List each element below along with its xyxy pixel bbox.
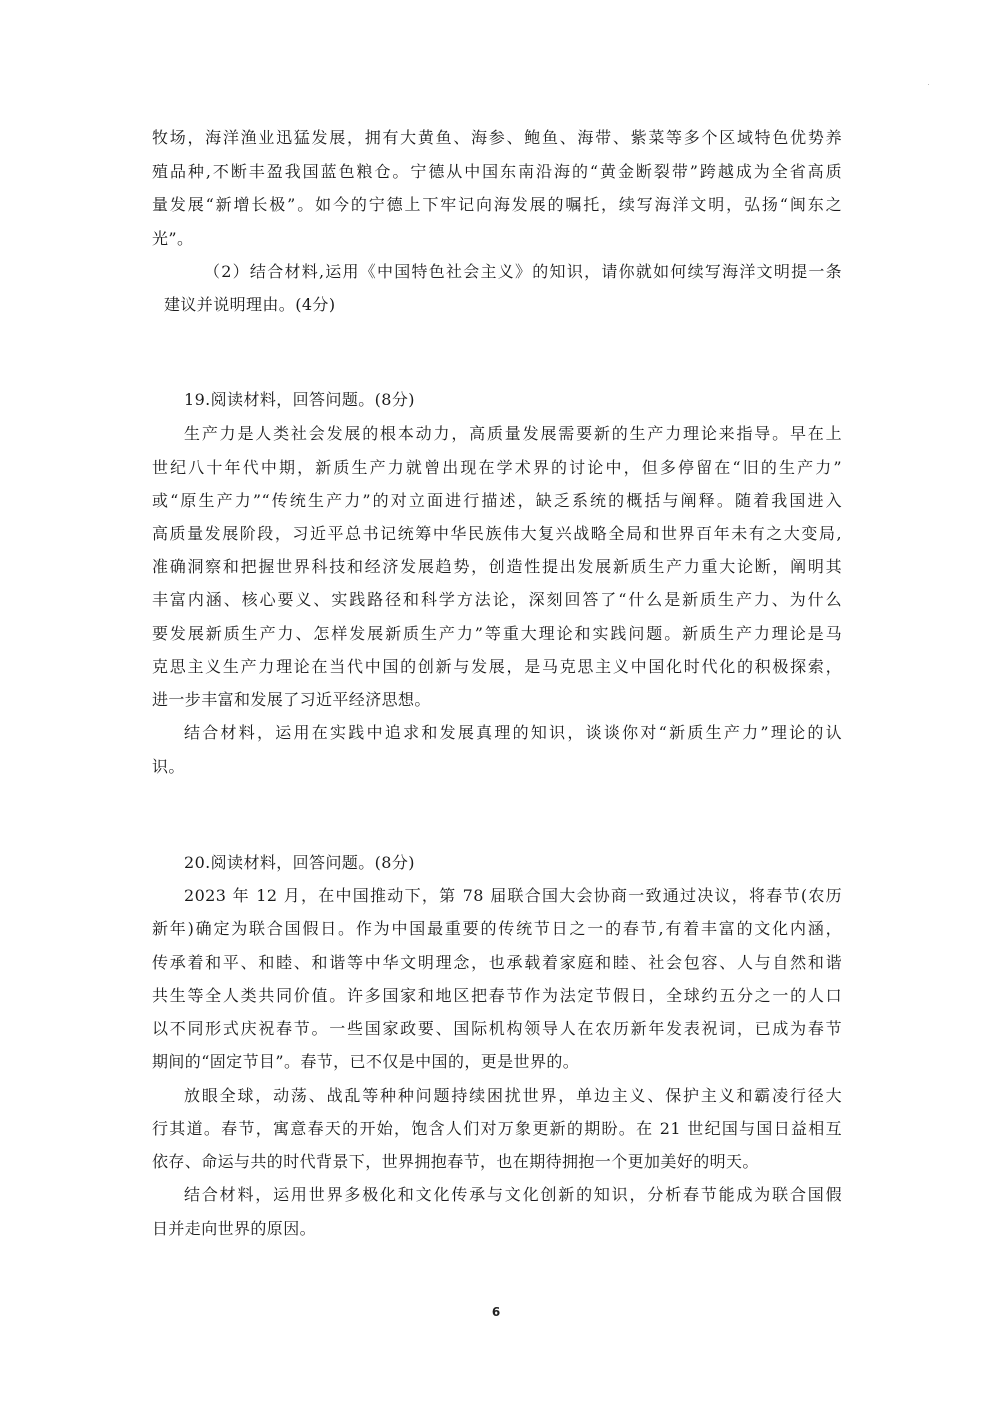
q20-question-line: 结合材料，运用世界多极化和文化传承与文化创新的知识，分析春节能成为联合国假 [184,1185,842,1204]
q19-material-line: 高质量发展阶段，习近平总书记统筹中华民族伟大复兴战略全局和世界百年未有之大变局, [152,524,842,543]
question-18-2-line: 建议并说明理由。(4分) [164,295,336,314]
question-20-heading: 20.阅读材料，回答问题。(8分) [184,853,415,872]
q20-para2-line: 行其道。春节，寓意春天的开始，饱含人们对万象更新的期盼。在 21 世纪国与国日益相互 [152,1119,842,1138]
q19-material-line: 要发展新质生产力、怎样发展新质生产力”等重大理论和实践问题。新质生产力理论是马 [152,624,842,643]
q19-material-line: 世纪八十年代中期，新质生产力就曾出现在学术界的讨论中，但多停留在“旧的生产力” [152,458,842,477]
continued-material-line: 光”。 [152,229,194,248]
q19-question-line: 结合材料，运用在实践中追求和发展真理的知识，谈谈你对“新质生产力”理论的认 [184,723,842,742]
continued-material-line: 殖品种,不断丰盈我国蓝色粮仓。宁德从中国东南沿海的“黄金断裂带”跨越成为全省高质 [152,162,842,181]
scan-speck [928,84,929,85]
q19-material-line: 进一步丰富和发展了习近平经济思想。 [152,690,431,709]
q20-para1-line: 期间的“固定节目”。春节，已不仅是中国的，更是世界的。 [152,1052,580,1071]
q20-para1-line: 传承着和平、和睦、和谐等中华文明理念，也承载着家庭和睦、社会包容、人与自然和谐 [152,953,842,972]
q19-material-line: 生产力是人类社会发展的根本动力，高质量发展需要新的生产力理论来指导。早在上 [184,424,842,443]
q20-para1-line: 2023 年 12 月，在中国推动下，第 78 届联合国大会协商一致通过决议，将春节(农历 [184,886,842,905]
question-19-heading: 19.阅读材料，回答问题。(8分) [184,390,415,409]
q19-material-line: 准确洞察和把握世界科技和经济发展趋势，创造性提出发展新质生产力重大论断，阐明其 [152,557,842,576]
q20-para1-line: 新年)确定为联合国假日。作为中国最重要的传统节日之一的春节,有着丰富的文化内涵， [152,919,842,938]
q19-material-line: 丰富内涵、核心要义、实践路径和科学方法论，深刻回答了“什么是新质生产力、为什么 [152,590,842,609]
continued-material-line: 量发展“新增长极”。如今的宁德上下牢记向海发展的嘱托，续写海洋文明，弘扬“闽东之 [152,195,842,214]
continued-material-line: 牧场，海洋渔业迅猛发展，拥有大黄鱼、海参、鲍鱼、海带、紫菜等多个区域特色优势养 [152,128,842,147]
q19-material-line: 克思主义生产力理论在当代中国的创新与发展，是马克思主义中国化时代化的积极探索， [152,657,842,676]
q20-question-line: 日并走向世界的原因。 [152,1219,317,1238]
page-number: 6 [491,1305,501,1319]
q20-para1-line: 共生等全人类共同价值。许多国家和地区把春节作为法定节假日，全球约五分之一的人口 [152,986,842,1005]
q20-para2-line: 依存、命运与共的时代背景下，世界拥抱春节，也在期待拥抱一个更加美好的明天。 [152,1152,759,1171]
q19-material-line: 或“原生产力”“传统生产力”的对立面进行描述，缺乏系统的概括与阐释。随着我国进入 [152,491,842,510]
q20-para1-line: 以不同形式庆祝春节。一些国家政要、国际机构领导人在农历新年发表祝词，已成为春节 [152,1019,842,1038]
question-18-2-line: （2）结合材料,运用《中国特色社会主义》的知识，请你就如何续写海洋文明提一条 [204,262,842,281]
q19-question-line: 识。 [152,757,185,776]
q20-para2-line: 放眼全球，动荡、战乱等种种问题持续困扰世界，单边主义、保护主义和霸凌行径大 [184,1086,842,1105]
